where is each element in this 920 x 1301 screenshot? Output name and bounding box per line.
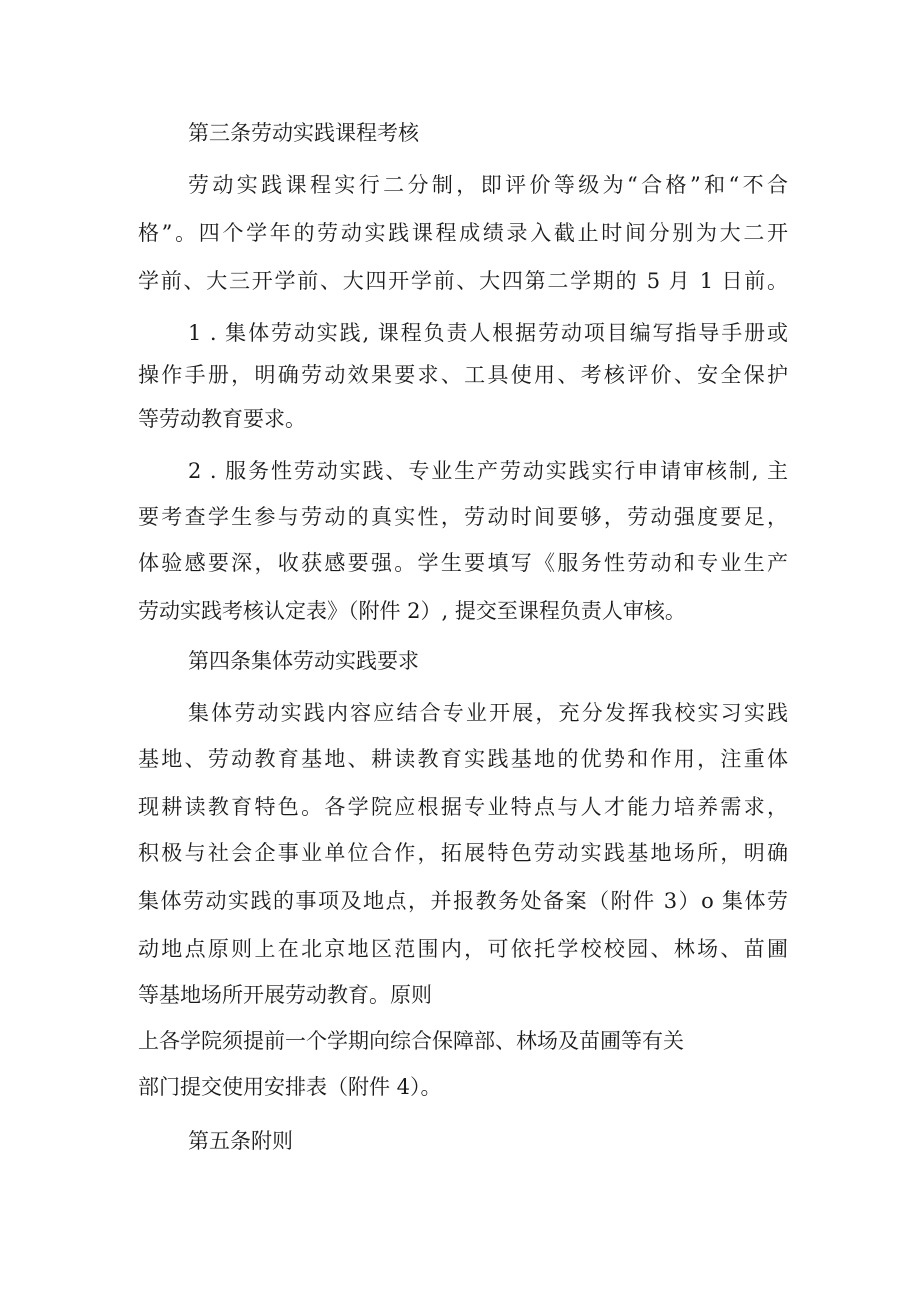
paragraph-line: 部门提交使用安排表（附件 4）。	[138, 1075, 442, 1099]
paragraph-line: 基地、劳动教育基地、耕读教育实践基地的优势和作用，注重体	[138, 747, 788, 771]
paragraph-line: 劳动实践课程实行二分制，即评价等级为“合格”和“不合	[188, 173, 788, 197]
paragraph-line: 集体劳动实践内容应结合专业开展，充分发挥我校实习实践	[188, 701, 788, 725]
paragraph-line: 2 . 服务性劳动实践、专业生产劳动实践实行申请审核制, 主	[188, 459, 788, 483]
paragraph-line: 现耕读教育特色。各学院应根据专业特点与人才能力培养需求，	[138, 795, 788, 819]
paragraph-line: 学前、大三开学前、大四开学前、大四第二学期的 5 月 1 日前。	[138, 269, 788, 293]
paragraph-line: 积极与社会企事业单位合作，拓展特色劳动实践基地场所，明确	[138, 841, 788, 865]
paragraph-line: 等劳动教育要求。	[138, 407, 306, 431]
paragraph-line: 动地点原则上在北京地区范围内，可依托学校校园、林场、苗圃	[138, 937, 788, 961]
paragraph-line: 体验感要深，收获感要强。学生要填写《服务性劳动和专业生产	[138, 551, 788, 575]
heading-article-5: 第五条附则	[188, 1129, 293, 1153]
heading-article-4: 第四条集体劳动实践要求	[188, 649, 419, 673]
paragraph-line: 格”。四个学年的劳动实践课程成绩录入截止时间分别为大二开	[138, 221, 788, 245]
paragraph-line: 劳动实践考核认定表》（附件 2）, 提交至课程负责人审核。	[138, 599, 686, 623]
paragraph-line: 操作手册，明确劳动效果要求、工具使用、考核评价、安全保护	[138, 363, 788, 387]
paragraph-line: 等基地场所开展劳动教育。原则	[138, 983, 432, 1007]
paragraph-line: 集体劳动实践的事项及地点，并报教务处备案（附件 3）o 集体劳	[138, 889, 788, 913]
heading-article-3: 第三条劳动实践课程考核	[188, 121, 419, 145]
paragraph-line: 上各学院须提前一个学期向综合保障部、林场及苗圃等有关	[138, 1029, 684, 1053]
paragraph-line: 1 . 集体劳动实践, 课程负责人根据劳动项目编写指导手册或	[188, 321, 788, 345]
paragraph-line: 要考查学生参与劳动的真实性，劳动时间要够，劳动强度要足，	[138, 505, 788, 529]
